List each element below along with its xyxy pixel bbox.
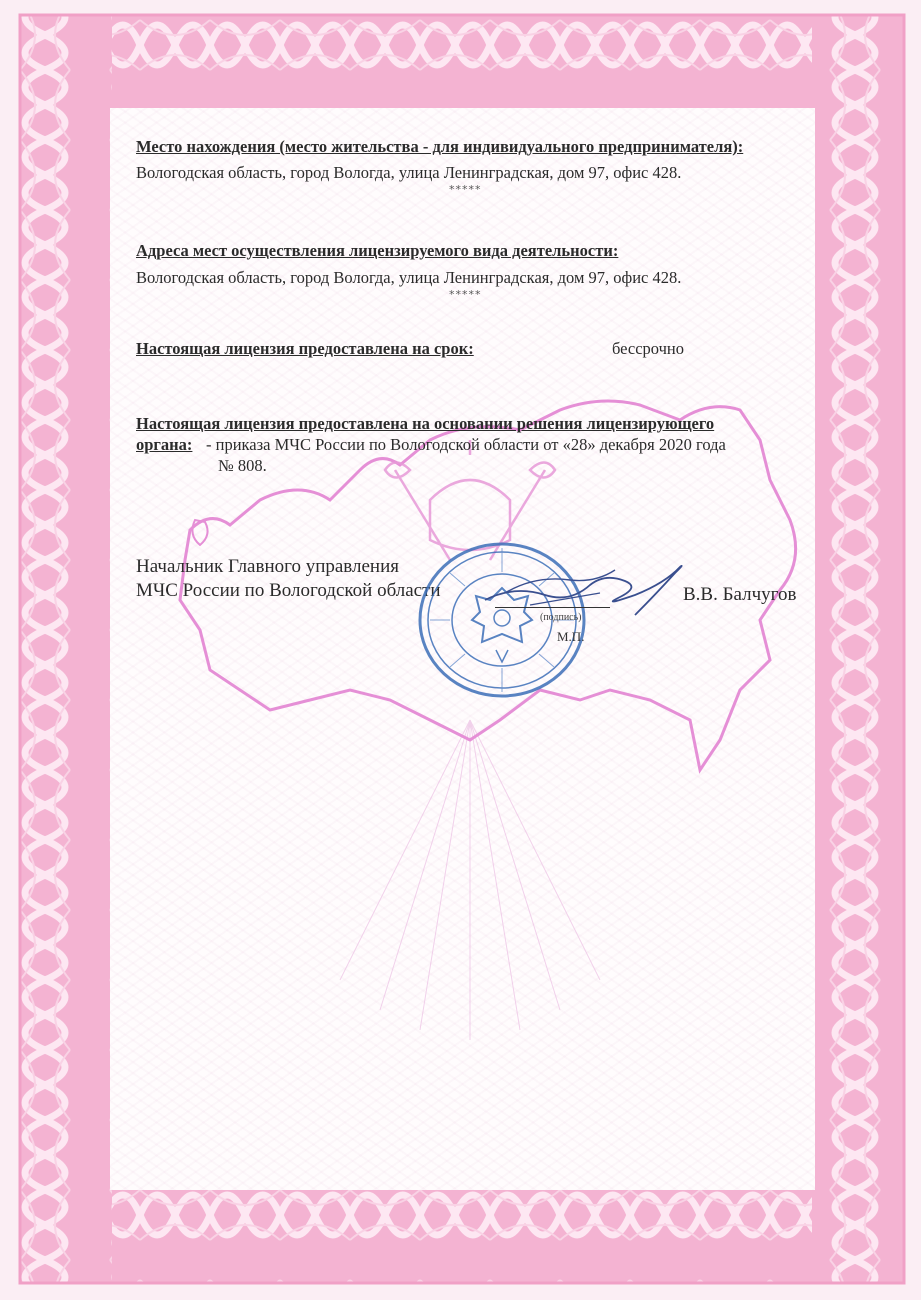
signature-line: [495, 607, 610, 608]
basis-value-line2: № 808.: [218, 456, 267, 475]
basis-heading-line2: органа:: [136, 435, 193, 454]
basis-heading-line1: Настоящая лицензия предоставлена на основании решения лицензирующего: [136, 414, 715, 433]
term-value: бессрочно: [612, 339, 685, 358]
signer-name: В.В. Балчугов: [683, 584, 797, 605]
activity-addresses-value: Вологодская область, город Вологда, улица Ленинградская, дом 97, офис 428.: [136, 268, 682, 287]
signer-position-line1: Начальник Главного управления: [136, 556, 400, 577]
term-heading: Настоящая лицензия предоставлена на срок:: [136, 339, 474, 358]
signer-position-line2: МЧС России по Вологодской области: [136, 580, 441, 601]
basis-value-line1: - приказа МЧС России по Вологодской области от «28» декабря 2020 года: [206, 435, 726, 454]
activity-addresses-heading: Адреса мест осуществления лицензируемого вида деятельности:: [136, 241, 619, 260]
location-separator: *****: [449, 183, 482, 196]
location-heading: Место нахождения (место жительства - для индивидуального предпринимателя):: [136, 137, 744, 156]
activity-addresses-separator: *****: [449, 288, 482, 301]
signature-caption: (подпись): [540, 612, 582, 623]
handwritten-signature: [475, 555, 715, 625]
stamp-mark: М.П.: [557, 629, 585, 644]
location-value: Вологодская область, город Вологда, улица Ленинградская, дом 97, офис 428.: [136, 163, 682, 182]
